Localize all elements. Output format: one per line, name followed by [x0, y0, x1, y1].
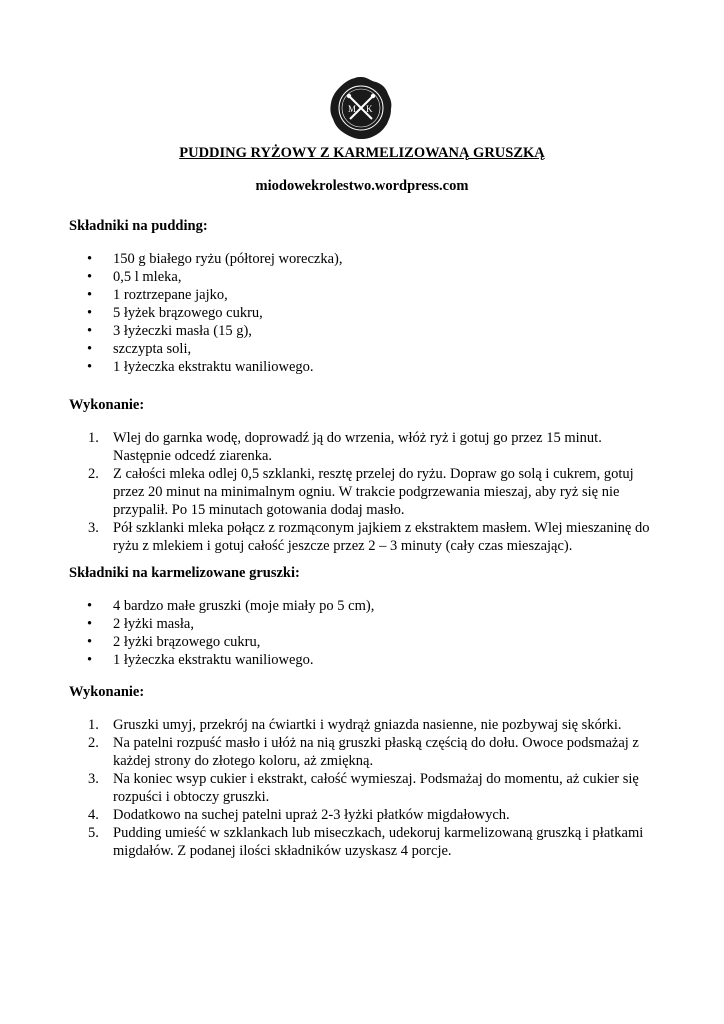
step-line: Następnie odcedź ziarenka. [113, 448, 273, 464]
step-line: przez 20 minut na minimalnym ogniu. W trakcie podgrzewania mieszaj, aby ryż się nie [113, 484, 620, 500]
blog-url: miodowekrolestwo.wordpress.com [255, 178, 469, 194]
pudding-method-list [69, 429, 669, 555]
step-line: Wlej do garnka wodę, doprowadź ją do wrzenia, włóż ryż i gotuj go przez 15 minut. [113, 430, 602, 446]
wax-seal-logo [328, 75, 394, 141]
step-line: każdej strony do złotego koloru, aż zmiękną. [113, 753, 374, 769]
step-number: 3. [88, 771, 99, 787]
step-item [69, 429, 669, 465]
list-item: • 1 łyżeczka ekstraktu waniliowego. [87, 359, 314, 375]
step-item [69, 806, 669, 824]
pear-method-list [69, 716, 669, 860]
ingredient-text: 4 bardzo małe gruszki (moje miały po 5 cm), [113, 598, 375, 614]
ingredient-text: 2 łyżki brązowego cukru, [113, 634, 261, 650]
section-heading-pudding-ingredients: Składniki na pudding: [69, 218, 208, 234]
step-number: 4. [88, 807, 99, 823]
ingredient-text: 2 łyżki masła, [113, 616, 194, 632]
step-number: 2. [88, 735, 99, 751]
ingredient-text: 1 łyżeczka ekstraktu waniliowego. [113, 652, 314, 668]
list-item: • 4 bardzo małe gruszki (moje miały po 5 cm), [87, 598, 375, 614]
step-number: 3. [88, 520, 99, 536]
ingredient-text: 1 roztrzepane jajko, [113, 287, 228, 303]
section-heading-pear-method: Wykonanie: [69, 684, 145, 700]
list-item: • 1 łyżeczka ekstraktu waniliowego. [87, 652, 314, 668]
step-line: Pudding umieść w szklankach lub miseczkach, udekoruj karmelizowaną gruszką i płatkami [113, 825, 644, 841]
seal-letter-k: K [366, 104, 373, 114]
list-item: • szczypta soli, [87, 341, 192, 357]
step-line: Z całości mleka odlej 0,5 szklanki, resztę przelej do ryżu. Dopraw go solą i cukrem, gotuj [113, 466, 634, 482]
step-item [69, 716, 669, 734]
section-heading-pudding-method: Wykonanie: [69, 397, 145, 413]
step-item [69, 519, 669, 555]
ingredient-text: szczypta soli, [113, 341, 192, 357]
list-item: • 2 łyżki masła, [87, 616, 194, 632]
step-line: Na patelni rozpuść masło i ułóż na nią gruszki płaską częścią do dołu. Owoce podsmażaj z [113, 735, 639, 751]
recipe-title: PUDDING RYŻOWY Z KARMELIZOWANĄ GRUSZKĄ [179, 145, 545, 161]
pear-ingredients-list [69, 597, 669, 669]
step-line: migdałów. Z podanej ilości składników uzyskasz 4 porcje. [113, 843, 452, 859]
ingredient-text: 3 łyżeczki masła (15 g), [113, 323, 252, 339]
list-item: • 150 g białego ryżu (półtorej woreczka), [87, 251, 343, 267]
ingredient-text: 0,5 l mleka, [113, 269, 182, 285]
step-line: Na koniec wsyp cukier i ekstrakt, całość wymieszaj. Podsmażaj do momentu, aż cukier się [113, 771, 639, 787]
section-heading-pear-ingredients: Składniki na karmelizowane gruszki: [69, 565, 300, 581]
step-line: Gruszki umyj, przekrój na ćwiartki i wydrąż gniazda nasienne, nie pozbywaj się skórki. [113, 717, 622, 733]
step-number: 5. [88, 825, 99, 841]
step-number: 1. [88, 430, 99, 446]
ingredient-text: 150 g białego ryżu (półtorej woreczka), [113, 251, 343, 267]
list-item: • 0,5 l mleka, [87, 269, 182, 285]
step-item [69, 770, 669, 806]
step-line: Dodatkowo na suchej patelni upraż 2-3 łyżki płatków migdałowych. [113, 807, 510, 823]
ingredient-text: 1 łyżeczka ekstraktu waniliowego. [113, 359, 314, 375]
step-item [69, 824, 669, 860]
step-line: ryżu z mlekiem i gotuj całość jeszcze przez 2 – 3 minuty (cały czas mieszając). [113, 538, 573, 554]
step-item [69, 734, 669, 770]
step-number: 1. [88, 717, 99, 733]
step-line: rozpuści i obtoczy gruszki. [113, 789, 270, 805]
list-item: • 5 łyżek brązowego cukru, [87, 305, 263, 321]
step-line: przypalił. Po 15 minutach gotowania dodaj masło. [113, 502, 405, 518]
pudding-ingredients-list [69, 250, 669, 376]
ingredient-text: 5 łyżek brązowego cukru, [113, 305, 263, 321]
step-line: Pół szklanki mleka połącz z rozmąconym jajkiem z ekstraktem masłem. Wlej mieszaninę do [113, 520, 650, 536]
step-item [69, 465, 669, 519]
list-item: • 3 łyżeczki masła (15 g), [87, 323, 252, 339]
list-item: • 1 roztrzepane jajko, [87, 287, 228, 303]
step-number: 2. [88, 466, 99, 482]
list-item: • 2 łyżki brązowego cukru, [87, 634, 261, 650]
seal-letter-m: M [348, 104, 357, 114]
seal-icon [328, 75, 394, 141]
